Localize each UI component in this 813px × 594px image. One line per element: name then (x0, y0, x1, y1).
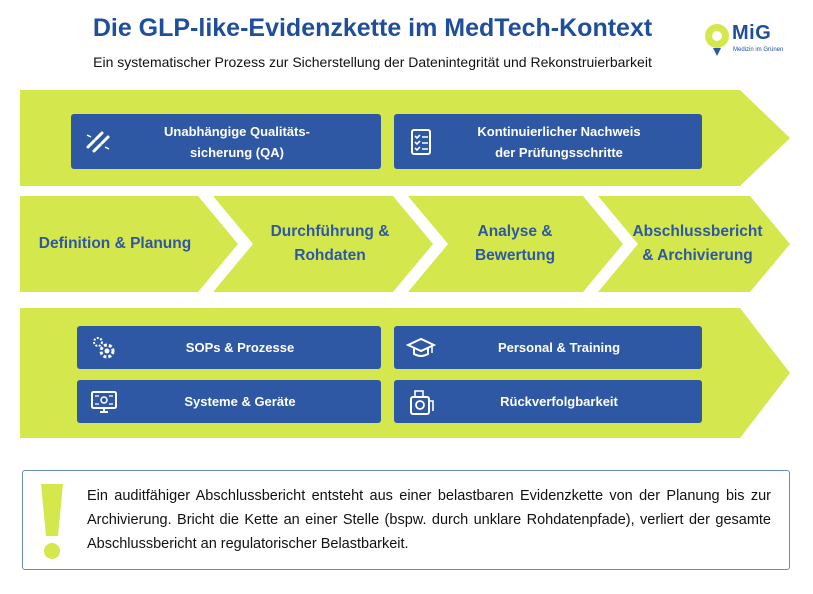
lab-instrument-icon (406, 387, 436, 417)
sops-box (77, 326, 381, 369)
step-analysis (440, 220, 590, 268)
monitor-icon (89, 387, 119, 417)
traceability-label: Rückverfolgbarkeit (500, 394, 618, 409)
evidence-label-line1: Kontinuierlicher Nachweis (477, 123, 641, 139)
exclamation-icon (39, 481, 65, 561)
step-execution-line2: Rohdaten (294, 247, 366, 264)
checklist-icon (406, 127, 436, 157)
step-execution (245, 220, 415, 268)
step-report-line2: & Archivierung (642, 247, 753, 264)
qa-box (71, 114, 381, 169)
systems-box (77, 380, 381, 423)
page-title: Die GLP-like-Evidenzkette im MedTech-Kontext (92, 14, 653, 42)
personnel-label: Personal & Training (497, 340, 621, 355)
systems-label: Systeme & Geräte (184, 394, 296, 409)
graduation-cap-icon (406, 333, 436, 363)
qa-label-line2: sicherung (QA) (190, 144, 284, 160)
step-report (620, 220, 775, 268)
step-report-line1: Abschlussbericht (632, 223, 763, 240)
logo-name: MiG (732, 22, 772, 44)
step-execution-line1: Durchführung & (270, 223, 390, 240)
step-analysis-line1: Analyse & (477, 223, 553, 240)
logo-tagline: Medizin im Grünen (733, 47, 784, 53)
step-analysis-line2: Bewertung (474, 247, 556, 264)
page-subtitle: Ein systematischer Prozess zur Sicherstellung der Datenintegrität und Rekonstruierbarkeit (93, 54, 652, 70)
summary-text: Ein auditfähiger Abschlussbericht entsteht aus einer belastbaren Evidenzkette von der Planung bis zur Archivierung. Bricht die Kette an einer Stelle (bspw. durch unklare Rohdatenpfade), verliert der gesamte Abschlussbericht an regulatorischer Belastbarkeit. (87, 488, 771, 552)
traceability-box (394, 380, 702, 423)
evidence-box (394, 114, 702, 169)
summary-note (22, 470, 790, 570)
step-definition: Definition & Planung (38, 235, 192, 252)
personnel-box (394, 326, 702, 369)
sops-label: SOPs & Prozesse (185, 340, 295, 355)
qa-label-line1: Unabhängige Qualitäts- (164, 123, 310, 139)
gears-icon (89, 333, 119, 363)
broken-link-icon (83, 127, 113, 157)
evidence-label-line2: der Prüfungsschritte (495, 144, 623, 160)
